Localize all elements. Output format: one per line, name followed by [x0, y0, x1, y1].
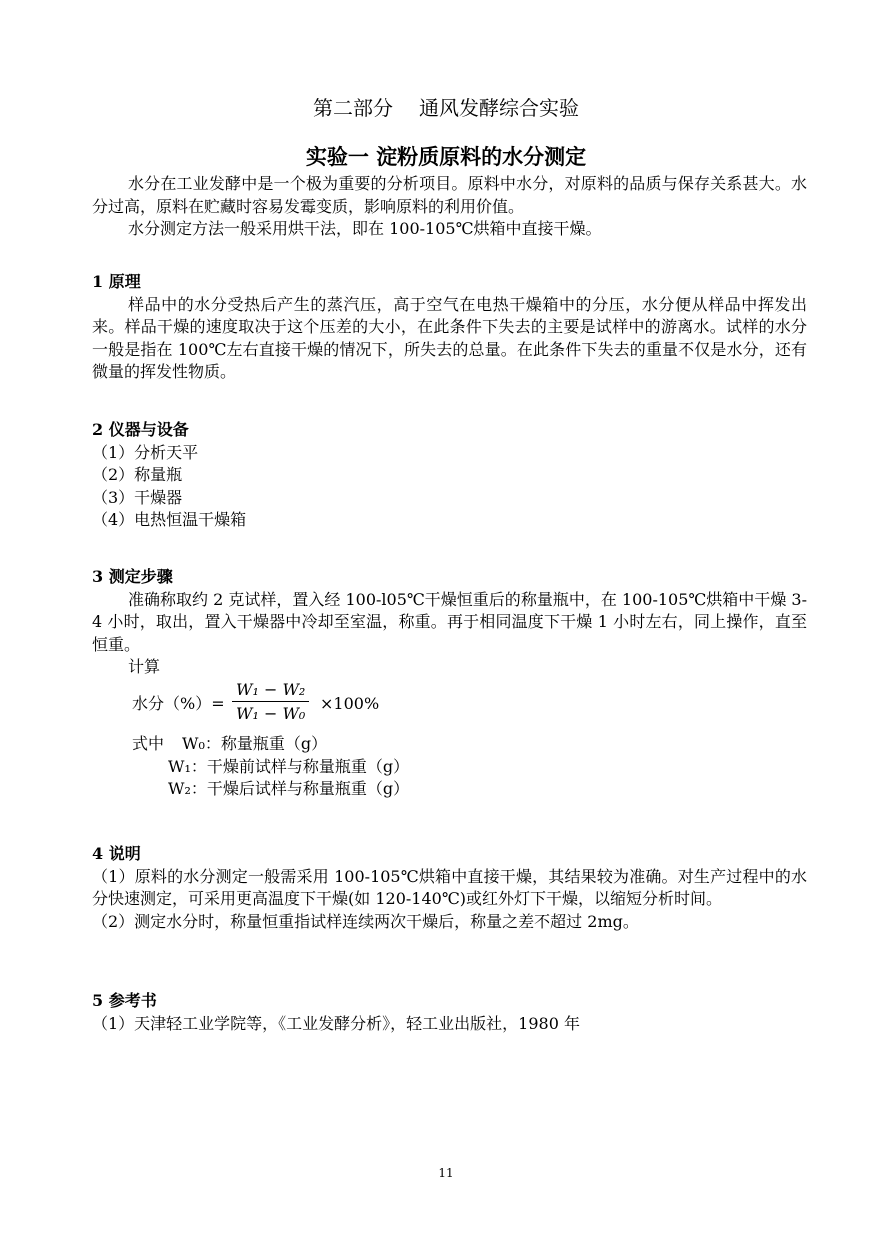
where-label: 式中 — [132, 733, 165, 753]
intro-paragraph-2: 水分测定方法一般采用烘干法，即在 100-105℃烘箱中直接干燥。 — [128, 219, 602, 239]
where-line — [132, 733, 807, 756]
list-item: （1）分析天平 — [92, 442, 199, 462]
list-item: （2）称量瓶 — [92, 465, 183, 485]
section-heading: 2 仪器与设备 — [92, 420, 189, 439]
part-title-label: 第二部分 — [313, 96, 393, 120]
variable-w1: W₁：干燥前试样与称量瓶重（g） — [168, 756, 410, 776]
variable-w2: W₂：干燥后试样与称量瓶重（g） — [168, 779, 410, 799]
list-item: （3）干燥器 — [92, 487, 183, 507]
moisture-formula — [132, 679, 807, 733]
intro-section — [92, 173, 807, 241]
intro-paragraph-1: 水分在工业发酵中是一个极为重要的分析项目。原料中水分，对原料的品质与保存关系甚大。水分过高，原料在贮藏时容易发霉变质，影响原料的利用价值。 — [92, 174, 807, 216]
page-number: 11 — [438, 1166, 454, 1180]
formula-denominator: W₁ − W₀ — [236, 703, 306, 723]
procedure-paragraph: 准确称取约 2 克试样，置入经 100-l05℃干燥恒重后的称量瓶中，在 100-105℃烘箱中干燥 3-4 小时，取出，置入干燥器中冷却至室温，称重。再于相同温度下干燥 1 小时左右，同上操作，直至恒重。 — [92, 589, 807, 654]
section-heading: 4 说明 — [92, 844, 141, 863]
section-heading: 3 测定步骤 — [92, 567, 173, 586]
formula-numerator: W₁ − W₂ — [232, 679, 309, 702]
reference-item: （1）天津轻工业学院等，《工业发酵分析》，轻工业出版社，1980 年 — [92, 1013, 580, 1033]
calc-label: 计算 — [128, 657, 161, 677]
section-principle — [92, 271, 807, 384]
experiment-title: 实验一 淀粉质原料的水分测定 — [305, 145, 587, 169]
part-title — [0, 92, 892, 121]
formula-fraction — [232, 679, 309, 726]
section-equipment — [92, 419, 807, 532]
section-heading: 5 参考书 — [92, 991, 157, 1010]
note-item: （1）原料的水分测定一般需采用 100-105℃烘箱中直接干燥，其结果较为准确。对生产过程中的水分快速测定，可采用更高温度下干燥(如 120-140℃)或红外灯下干燥，以缩短分析时间。 — [92, 866, 807, 909]
section-notes — [92, 843, 807, 933]
section-procedure — [92, 566, 807, 801]
formula-lhs: 水分（%）= — [132, 693, 225, 713]
section-references — [92, 990, 807, 1035]
list-item: （4）电热恒温干燥箱 — [92, 510, 247, 530]
formula-rhs: ×100% — [320, 693, 380, 713]
variable-w0: W₀：称量瓶重（g） — [182, 733, 328, 753]
note-item: （2）测定水分时，称量恒重指试样连续两次干燥后，称量之差不超过 2mg。 — [92, 911, 639, 931]
section-heading: 1 原理 — [92, 272, 141, 291]
principle-paragraph: 样品中的水分受热后产生的蒸汽压，高于空气在电热干燥箱中的分压，水分便从样品中挥发出来。样品干燥的速度取决于这个压差的大小，在此条件下失去的主要是试样中的游离水。试样的水分一般是指在 100℃左右直接干燥的情况下，所失去的总量。在此条件下失去的重量不仅是水分，还有微量的挥发性物质。 — [92, 294, 807, 382]
part-title-name: 通风发酵综合实验 — [419, 96, 579, 120]
